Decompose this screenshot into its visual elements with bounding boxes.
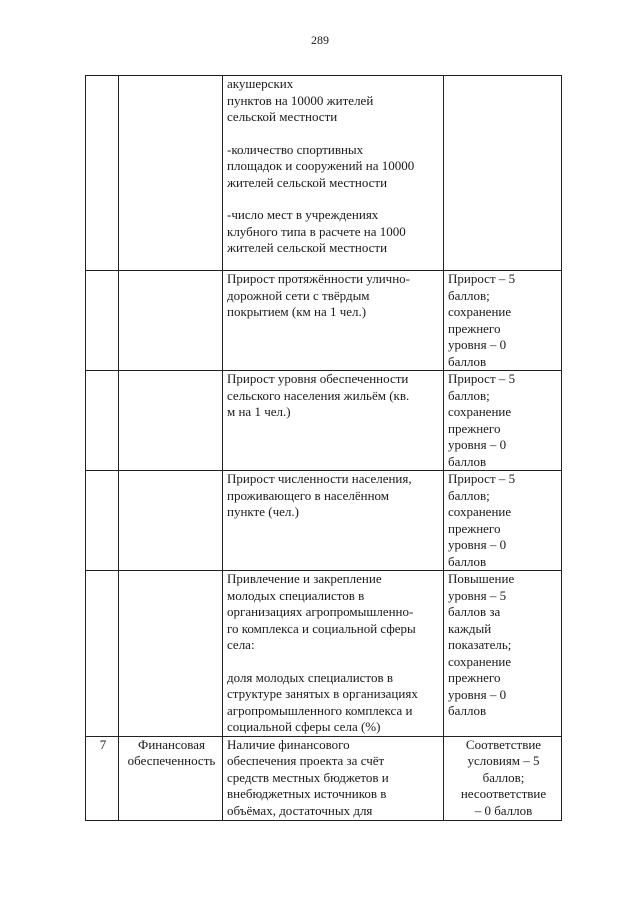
- criterion-cell: [119, 571, 223, 737]
- table-row: [86, 76, 562, 271]
- score-cell: Прирост – 5 баллов; сохранение прежнего уровня – 0 баллов: [444, 371, 562, 471]
- indicator-text: -число мест в учреждениях клубного типа в расчете на 1000 жителей сельской местности: [227, 207, 406, 255]
- criterion-cell: [119, 471, 223, 571]
- score-cell: Прирост – 5 баллов; сохранение прежнего уровня – 0 баллов: [444, 271, 562, 371]
- number-cell: 7: [86, 736, 119, 820]
- indicator-cell: [223, 571, 444, 737]
- indicator-text: Привлечение и закрепление молодых специалистов в организациях агропромышленно- го комплекса и социальной сферы села:: [227, 571, 416, 652]
- table-row: [86, 271, 562, 371]
- criterion-cell: [119, 271, 223, 371]
- criterion-cell: [119, 371, 223, 471]
- number-cell: [86, 571, 119, 737]
- number-cell: [86, 271, 119, 371]
- table-row: [86, 471, 562, 571]
- table-row: [86, 571, 562, 737]
- score-cell: [444, 76, 562, 271]
- indicator-cell: Прирост численности населения, проживающего в населённом пункте (чел.): [223, 471, 444, 571]
- indicator-cell: Прирост уровня обеспеченности сельского населения жильём (кв. м на 1 чел.): [223, 371, 444, 471]
- score-cell: Прирост – 5 баллов; сохранение прежнего уровня – 0 баллов: [444, 471, 562, 571]
- indicator-text: -количество спортивных площадок и сооружений на 10000 жителей сельской местности: [227, 141, 415, 190]
- table-row: [86, 371, 562, 471]
- table-row: [86, 736, 562, 820]
- number-cell: [86, 76, 119, 271]
- criteria-table: [85, 75, 562, 821]
- number-cell: [86, 471, 119, 571]
- score-cell: Соответствие условиям – 5 баллов; несоответствие – 0 баллов: [444, 736, 562, 820]
- criterion-cell: Финансовая обеспеченность: [119, 736, 223, 820]
- number-cell: [86, 371, 119, 471]
- page-number: 289: [311, 33, 329, 47]
- indicator-cell: Прирост протяжённости улично- дорожной сети с твёрдым покрытием (км на 1 чел.): [223, 271, 444, 371]
- indicator-text: доля молодых специалистов в структуре занятых в организациях агропромышленного комплекса и социальной сферы села (%): [227, 669, 418, 734]
- indicator-text: акушерских пунктов на 10000 жителей сельской местности: [227, 76, 374, 124]
- criterion-cell: [119, 76, 223, 271]
- score-cell: Повышение уровня – 5 баллов за каждый показатель; сохранение прежнего уровня – 0 баллов: [444, 571, 562, 737]
- indicator-cell: [223, 76, 444, 271]
- indicator-cell: Наличие финансового обеспечения проекта за счёт средств местных бюджетов и внебюджетных источников в объёмах, достаточных для: [223, 736, 444, 820]
